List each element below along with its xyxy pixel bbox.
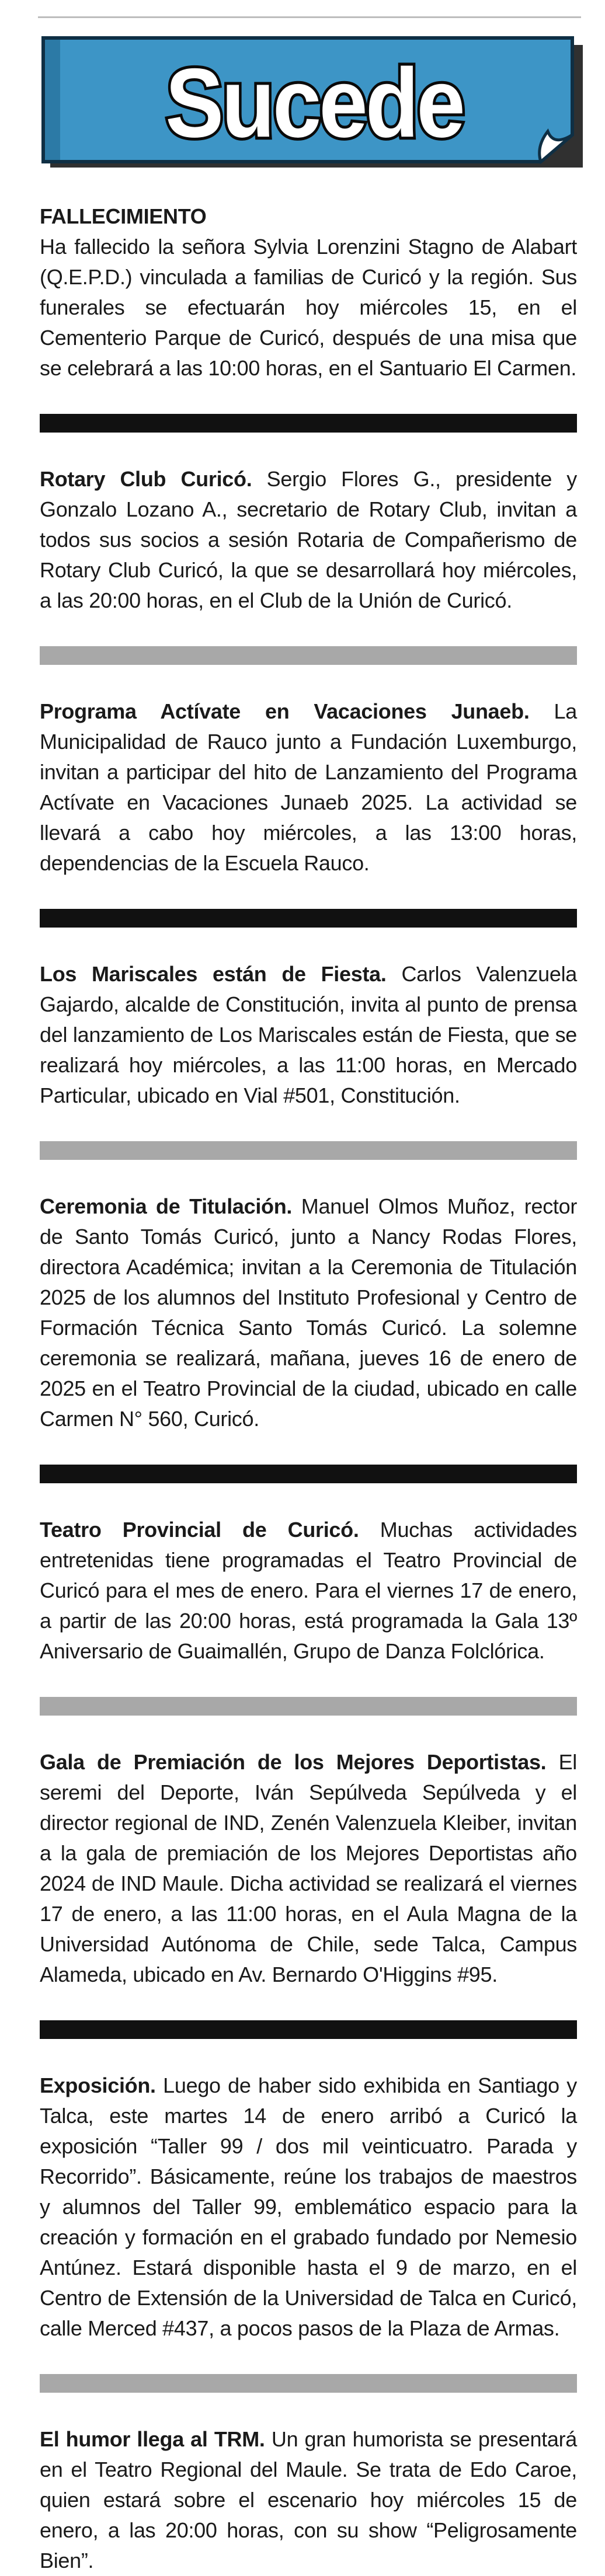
section-banner: [40, 32, 583, 172]
separator-bar: [40, 1465, 577, 1483]
separator-bar: [40, 2020, 577, 2039]
separator-bar: [40, 1141, 577, 1160]
top-rule: [38, 16, 581, 18]
item-lead: Programa Actívate en Vacaciones Junaeb.: [40, 699, 530, 723]
item-lead: Teatro Provincial de Curicó.: [40, 1518, 359, 1542]
separator-bar: [40, 414, 577, 433]
banner-graphic: [40, 32, 583, 172]
news-item-rotary: [40, 464, 577, 616]
item-text: El seremi del Deporte, Iván Sepúlveda Sepúlveda y el director regional de IND, Zenén Valenzuela Kleiber, invitan a la gala de premiación de los Mejores Deportistas año 2024 de IND Maule. Dicha actividad se realizará el viernes 17 de enero, a las 11:00 horas, en el Aula Magna de la Universidad Autónoma de Chile, sede Talca, Campus Alameda, ubicado en Av. Bernardo O'Higgins #95.: [40, 1750, 577, 1986]
news-item-titulacion: [40, 1191, 577, 1434]
item-text: La Municipalidad de Rauco junto a Fundación Luxemburgo, invitan a participar del hito de Lanzamiento del Programa Actívate en Vacaciones Junaeb 2025. La actividad se llevará a cabo hoy miércoles, a las 13:00 horas, dependencias de la Escuela Rauco.: [40, 699, 577, 875]
item-lead: Ceremonia de Titulación.: [40, 1194, 293, 1218]
section-title: Sucede: [165, 48, 463, 158]
separator-bar: [40, 646, 577, 665]
item-text: Sergio Flores G., presidente y Gonzalo Lozano A., secretario de Rotary Club, invitan a todos sus socios a sesión Rotaria de Compañerismo de Rotary Club Curicó, la que se desarrollará hoy miércoles, a las 20:00 horas, en el Club de la Unión de Curicó.: [40, 467, 578, 612]
news-item-exposicion: [40, 2070, 577, 2344]
separator-bar: [40, 909, 577, 928]
item-text: Muchas actividades entretenidas tiene programadas el Teatro Provincial de Curicó para el mes de enero. Para el viernes 17 de enero, a partir de las 20:00 horas, está programada la Gala 13º Aniversario de Guaimallén, Grupo de Danza Folclórica.: [40, 1518, 578, 1663]
separator-bar: [40, 2374, 577, 2393]
item-lead: Gala de Premiación de los Mejores Deportistas.: [40, 1750, 547, 1774]
news-item-activate: [40, 696, 577, 879]
news-list: [40, 201, 577, 2576]
item-text: Manuel Olmos Muñoz, rector de Santo Tomás Curicó, junto a Nancy Rodas Flores, directora Académica; invitan a la Ceremonia de Titulación 2025 de los alumnos del Instituto Profesional y Centro de Formación Técnica Santo Tomás Curicó. La solemne ceremonia se realizará, mañana, jueves 16 de enero de 2025 en el Teatro Provincial de la ciudad, ubicado en calle Carmen N° 560, Curicó.: [40, 1194, 578, 1431]
item-lead: Los Mariscales están de Fiesta.: [40, 962, 387, 986]
news-item-humor: [40, 2424, 577, 2576]
news-item-teatro: [40, 1515, 577, 1667]
item-text: Un gran humorista se presentará en el Teatro Regional del Maule. Se trata de Edo Caroe, quien estará sobre el escenario hoy miércoles 15 de enero, a las 20:00 horas, con su show “Peligrosamente Bien”.: [40, 2427, 578, 2572]
news-item-gala: [40, 1747, 577, 1990]
item-lead: Rotary Club Curicó.: [40, 467, 252, 491]
item-text: Luego de haber sido exhibida en Santiago y Talca, este martes 14 de enero arribó a Curicó la exposición “Taller 99 / dos mil veinticuatro. Parada y Recorrido”. Básicamente, reúne los trabajos de maestros y alumnos del Taller 99, emblemático espacio para la creación y formación en el grabado fundado por Nemesio Antúnez. Estará disponible hasta el 9 de marzo, en el Centro de Extensión de la Universidad de Talca en Curicó, calle Merced #437, a pocos pasos de la Plaza de Armas.: [40, 2073, 577, 2340]
separator-bar: [40, 1697, 577, 1716]
news-item-mariscales: [40, 959, 577, 1111]
item-lead: El humor llega al TRM.: [40, 2427, 265, 2451]
news-item-fallecimiento: [40, 201, 577, 384]
item-lead: Exposición.: [40, 2073, 156, 2097]
item-text: Ha fallecido la señora Sylvia Lorenzini Stagno de Alabart (Q.E.P.D.) vinculada a familias de Curicó y la región. Sus funerales se efectuarán hoy miércoles 15, en el Cementerio Parque de Curicó, después de una misa que se celebrará a las 10:00 horas, en el Santuario El Carmen.: [40, 235, 577, 380]
item-heading: FALLECIMIENTO: [40, 204, 207, 228]
item-text: Carlos Valenzuela Gajardo, alcalde de Constitución, invita al punto de prensa del lanzamiento de Los Mariscales están de Fiesta, que se realizará hoy miércoles, a las 11:00 horas, en Mercado Particular, ubicado en Vial #501, Constitución.: [40, 962, 577, 1107]
